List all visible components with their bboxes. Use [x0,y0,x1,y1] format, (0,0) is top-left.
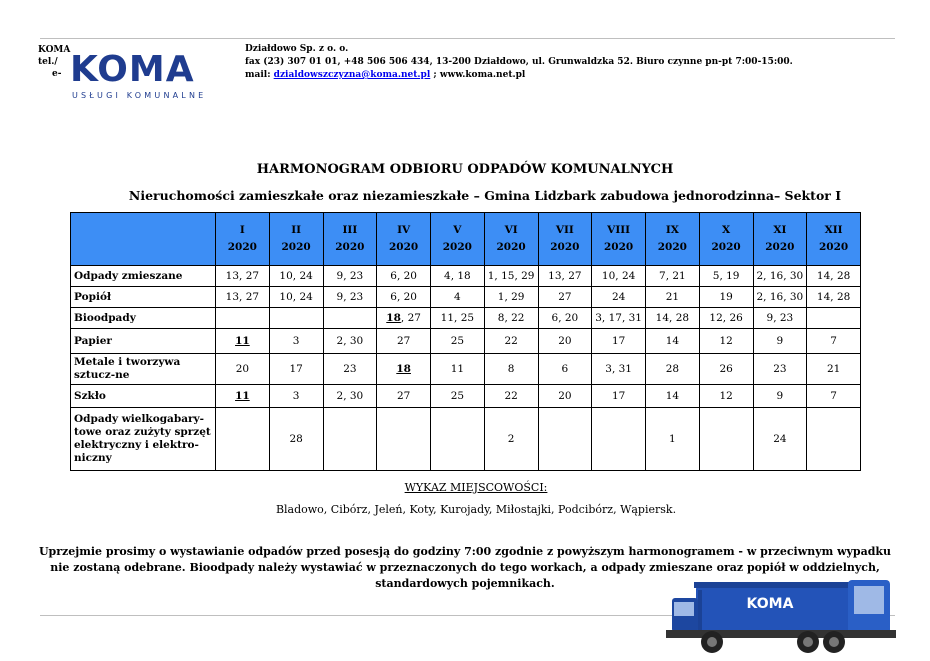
pickup-dates-cell: 6, 20 [377,266,431,287]
pickup-dates-cell: 14, 28 [807,287,861,308]
pickup-dates-cell: 6 [538,354,592,385]
month-header: XI 2020 [753,213,807,266]
month-header: X 2020 [699,213,753,266]
pickup-dates-cell: 23 [323,354,377,385]
pickup-dates-cell [377,408,431,471]
document-subtitle: Nieruchomości zamieszkałe oraz niezamieszkałe – Gmina Lidzbark zabudowa jednorodzinna– Sektor I [128,188,842,203]
pickup-dates-cell: 12, 26 [699,308,753,329]
pickup-dates-cell: 3, 17, 31 [592,308,646,329]
pickup-dates-cell: 14 [646,385,700,408]
pickup-dates-cell: 13, 27 [538,266,592,287]
pickup-dates-cell: 8 [484,354,538,385]
waste-type-label: Popiół [71,287,216,308]
localities-list: Bladowo, Cibórz, Jeleń, Koty, Kurojady, Miłostajki, Podcibórz, Wąpiersk. [275,503,677,516]
pickup-dates-cell: 4 [431,287,485,308]
pickup-dates-cell: 13, 27 [216,287,270,308]
pickup-dates-cell: 24 [592,287,646,308]
pickup-dates-cell [216,308,270,329]
pickup-dates-cell: 6, 20 [538,308,592,329]
month-header: IX 2020 [646,213,700,266]
pickup-dates-cell: 9, 23 [753,308,807,329]
month-header: VIII 2020 [592,213,646,266]
month-header: IV 2020 [377,213,431,266]
pickup-dates-cell [592,408,646,471]
pickup-dates-cell: 10, 24 [269,266,323,287]
pickup-dates-cell: 11 [216,385,270,408]
truck-logo-text: KOMA [746,596,794,612]
mail-label: mail: [245,70,274,80]
pickup-dates-cell: 9, 23 [323,266,377,287]
pickup-dates-cell [431,408,485,471]
pickup-dates-cell [699,408,753,471]
pickup-dates-cell: 12 [699,329,753,354]
waste-type-label: Papier [71,329,216,354]
document-title: HARMONOGRAM ODBIORU ODPADÓW KOMUNALNYCH [256,162,674,177]
pickup-dates-cell: 3 [269,385,323,408]
table-row [71,354,861,385]
pickup-dates-cell: 21 [646,287,700,308]
pickup-dates-cell: 8, 22 [484,308,538,329]
company-info [245,43,793,82]
pickup-dates-cell: 7, 21 [646,266,700,287]
pickup-dates-cell: 18 [377,354,431,385]
schedule-table [70,212,861,471]
pickup-dates-cell: 10, 24 [592,266,646,287]
logo-text: KOMA [70,49,195,90]
month-header: XII 2020 [807,213,861,266]
pickup-dates-cell: 1, 15, 29 [484,266,538,287]
waste-type-label: Odpady wielkogabary-towe oraz zużyty sprzęt elektryczny i elektro-niczny [71,408,216,471]
pickup-dates-cell: 20 [538,329,592,354]
label-email: e- [52,69,62,79]
month-header: VI 2020 [484,213,538,266]
pickup-dates-cell: 19 [699,287,753,308]
month-header: II 2020 [269,213,323,266]
pickup-dates-cell: 1, 29 [484,287,538,308]
pickup-dates-cell: 13, 27 [216,266,270,287]
pickup-dates-cell: 11 [216,329,270,354]
pickup-dates-cell: 7 [807,329,861,354]
website-text: ; www.koma.net.pl [430,70,526,80]
pickup-dates-cell: 2, 16, 30 [753,266,807,287]
pickup-dates-cell: 22 [484,329,538,354]
top-divider [40,38,895,39]
koma-logo [70,50,245,102]
pickup-dates-cell: 11, 25 [431,308,485,329]
pickup-dates-cell [269,308,323,329]
pickup-dates-cell: 27 [377,385,431,408]
pickup-dates-cell: 28 [269,408,323,471]
pickup-dates-cell: 23 [753,354,807,385]
month-header-row [71,213,861,266]
pickup-dates-cell: 9 [753,385,807,408]
waste-type-label: Szkło [71,385,216,408]
pickup-dates-cell: 27 [538,287,592,308]
pickup-dates-cell: 5, 19 [699,266,753,287]
header-corner [71,213,216,266]
pickup-dates-cell: 3 [269,329,323,354]
pickup-dates-cell: 25 [431,329,485,354]
pickup-dates-cell [807,308,861,329]
pickup-dates-cell: 2 [484,408,538,471]
pickup-dates-cell: 26 [699,354,753,385]
pickup-dates-cell: 9 [753,329,807,354]
pickup-dates-cell: 7 [807,385,861,408]
pickup-dates-cell: 2, 16, 30 [753,287,807,308]
pickup-dates-cell: 20 [216,354,270,385]
table-row [71,287,861,308]
month-header: I 2020 [216,213,270,266]
table-row [71,266,861,287]
pickup-dates-cell: 21 [807,354,861,385]
pickup-dates-cell: 9, 23 [323,287,377,308]
pickup-dates-cell: 27 [377,329,431,354]
pickup-dates-cell: 17 [269,354,323,385]
pickup-dates-cell: 25 [431,385,485,408]
pickup-dates-cell: 11 [431,354,485,385]
mail-line [245,69,793,82]
month-header: VII 2020 [538,213,592,266]
pickup-dates-cell: 12 [699,385,753,408]
label-tel: tel./ [38,57,58,67]
pickup-dates-cell: 18, 27 [377,308,431,329]
pickup-dates-cell: 14 [646,329,700,354]
pickup-dates-cell: 20 [538,385,592,408]
pickup-dates-cell: 17 [592,385,646,408]
table-row [71,408,861,471]
garbage-truck-image [658,572,904,658]
localities-heading: WYKAZ MIEJSCOWOŚCI: [404,481,548,494]
waste-type-label: Bioodpady [71,308,216,329]
pickup-dates-cell [323,408,377,471]
header-left-labels [38,44,70,80]
pickup-dates-cell: 28 [646,354,700,385]
contact-line: fax (23) 307 01 01, +48 506 506 434, 13-200 Działdowo, ul. Grunwaldzka 52. Biuro czynne pn-pt 7:00-15:00. [245,57,793,67]
pickup-dates-cell: 4, 18 [431,266,485,287]
logo-subtext: USŁUGI KOMUNALNE [72,91,207,100]
email-link[interactable]: dzialdowszczyzna@koma.net.pl [273,70,431,80]
pickup-dates-cell [216,408,270,471]
table-row [71,308,861,329]
pickup-dates-cell: 2, 30 [323,329,377,354]
pickup-dates-cell: 10, 24 [269,287,323,308]
pickup-dates-cell: 14, 28 [646,308,700,329]
month-header: V 2020 [431,213,485,266]
pickup-dates-cell [807,408,861,471]
pickup-dates-cell: 14, 28 [807,266,861,287]
pickup-dates-cell [323,308,377,329]
pickup-dates-cell: 3, 31 [592,354,646,385]
notice-text: Uprzejmie prosimy o wystawianie odpadów przed posesją do godziny 7:00 zgodnie z powyższym harmonogramem - w przeciwnym wypadku nie zostaną odebrane. Bioodpady należy wystawiać w przeznaczonych do tego workach, a odpady zmieszane oraz popiół w oddzielnych, standardowych pojemnikach. [38,545,892,590]
pickup-dates-cell: 6, 20 [377,287,431,308]
waste-type-label: Metale i tworzywa sztucz-ne [71,354,216,385]
pickup-dates-cell: 24 [753,408,807,471]
table-row [71,385,861,408]
company-name: Działdowo Sp. z o. o. [245,44,349,54]
pickup-dates-cell: 2, 30 [323,385,377,408]
pickup-dates-cell: 17 [592,329,646,354]
pickup-dates-cell: 1 [646,408,700,471]
pickup-dates-cell [538,408,592,471]
waste-type-label: Odpady zmieszane [71,266,216,287]
label-koma: KOMA [38,45,71,55]
table-row [71,329,861,354]
pickup-dates-cell: 22 [484,385,538,408]
month-header: III 2020 [323,213,377,266]
